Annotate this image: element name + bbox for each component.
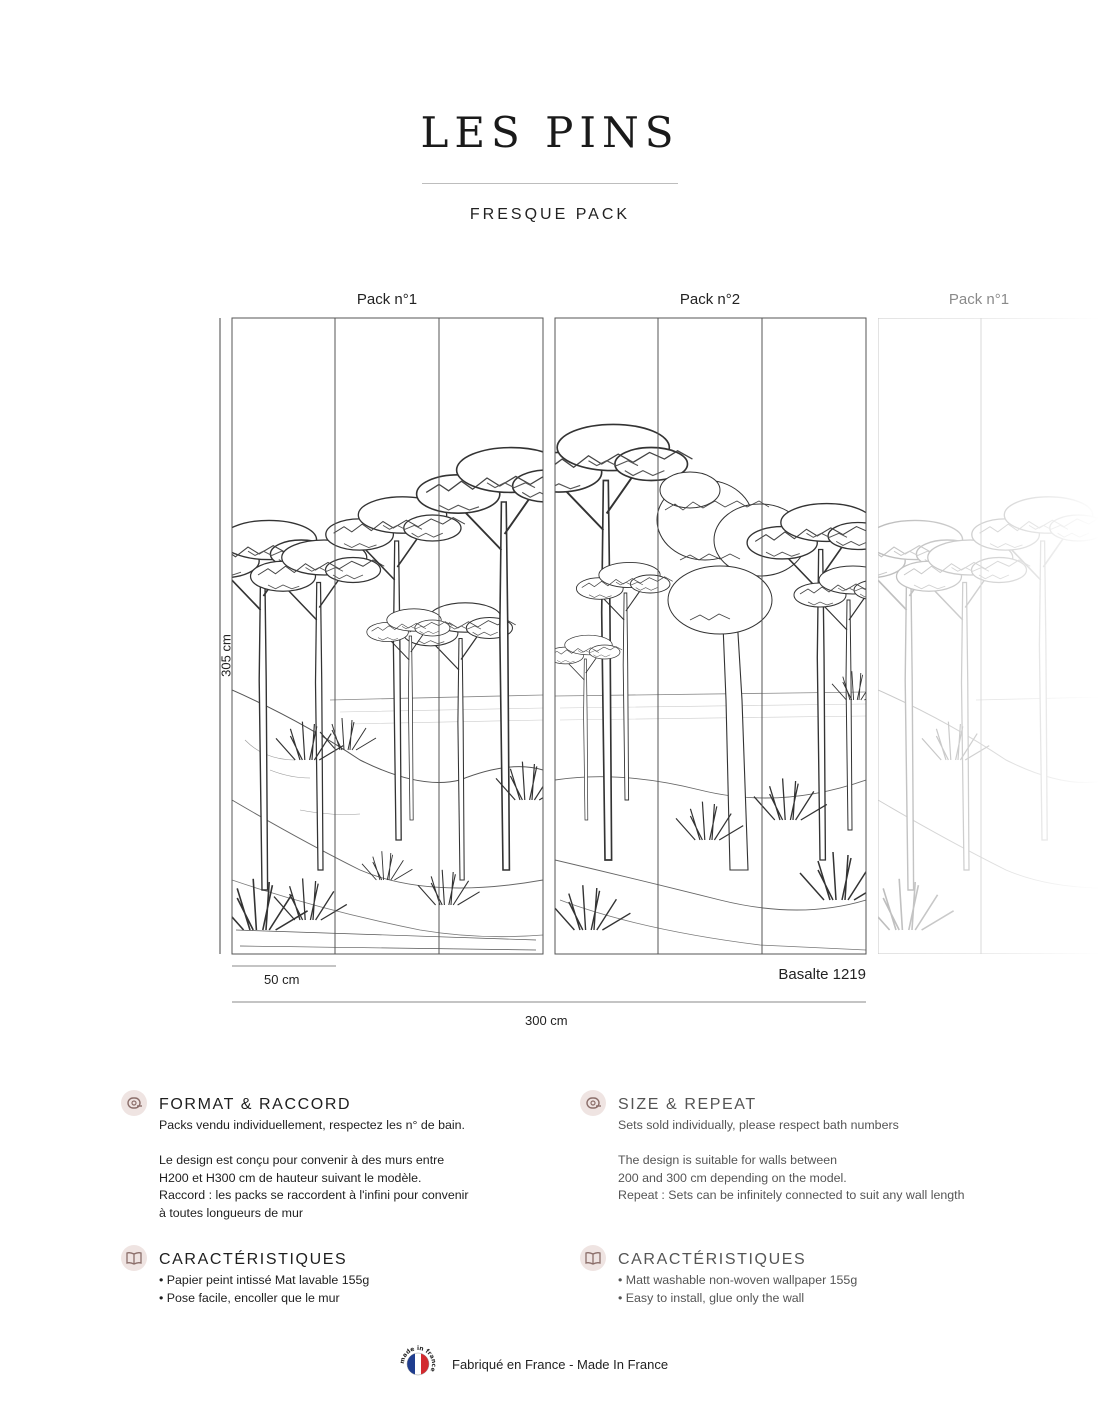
section-line: Packs vendu individuellement, respectez les n° de bain.	[159, 1118, 465, 1132]
section-body	[159, 1272, 369, 1307]
page-subtitle: FRESQUE PACK	[469, 206, 631, 223]
section-line: • Papier peint intissé Mat lavable 155g	[159, 1273, 370, 1287]
pack-label-1: Pack n°1	[356, 291, 418, 308]
pack-label-2: Pack n°2	[679, 291, 741, 308]
made-in-france-badge	[398, 1344, 438, 1384]
badge-text: made in france	[398, 1344, 438, 1373]
page-title: LES PINS	[420, 108, 680, 157]
section-line: Sets sold individually, please respect bath numbers	[618, 1118, 899, 1132]
section-heading: CARACTÉRISTIQUES	[618, 1251, 807, 1268]
footer-origin-text: Fabriqué en France - Made In France	[452, 1357, 669, 1372]
section-heading: CARACTÉRISTIQUES	[159, 1251, 348, 1268]
section-line: Raccord : les packs se raccordent à l'infini pour convenir	[159, 1188, 469, 1203]
open-book-icon	[121, 1245, 147, 1271]
section-line: • Easy to install, glue only the wall	[618, 1290, 805, 1305]
title-divider	[422, 183, 678, 184]
section-line: Repeat : Sets can be infinitely connected to suit any wall length	[618, 1188, 965, 1203]
pack-label-3: Pack n°1	[948, 291, 1010, 308]
section-line: Le design est conçu pour convenir à des murs entre	[159, 1153, 445, 1168]
section-features-en	[580, 1245, 1010, 1315]
section-body	[618, 1272, 857, 1307]
section-line: • Matt washable non-woven wallpaper 155g	[618, 1273, 858, 1287]
section-heading: FORMAT & RACCORD	[159, 1096, 352, 1113]
section-format-fr	[121, 1090, 551, 1230]
section-line: à toutes longueurs de mur	[159, 1205, 303, 1220]
total-width-label: 300 cm	[525, 1013, 568, 1028]
section-line: The design is suitable for walls between	[618, 1153, 838, 1168]
section-line: H200 et H300 cm de hauteur suivant le modèle.	[159, 1170, 422, 1185]
section-heading: SIZE & REPEAT	[618, 1096, 757, 1113]
height-dimension-label: 305 cm	[218, 634, 234, 677]
section-format-en	[580, 1090, 1010, 1230]
color-reference: Basalte 1219	[778, 966, 866, 983]
measuring-tape-icon	[580, 1090, 606, 1116]
section-line: • Pose facile, encoller que le mur	[159, 1290, 340, 1305]
measuring-tape-icon	[121, 1090, 147, 1116]
open-book-icon	[580, 1245, 606, 1271]
section-body	[159, 1117, 469, 1223]
strip-width-label: 50 cm	[264, 972, 300, 987]
mural-illustration	[0, 300, 1100, 1040]
section-body	[618, 1117, 964, 1205]
section-line: 200 and 300 cm depending on the model.	[618, 1170, 847, 1185]
section-features-fr	[121, 1245, 551, 1315]
